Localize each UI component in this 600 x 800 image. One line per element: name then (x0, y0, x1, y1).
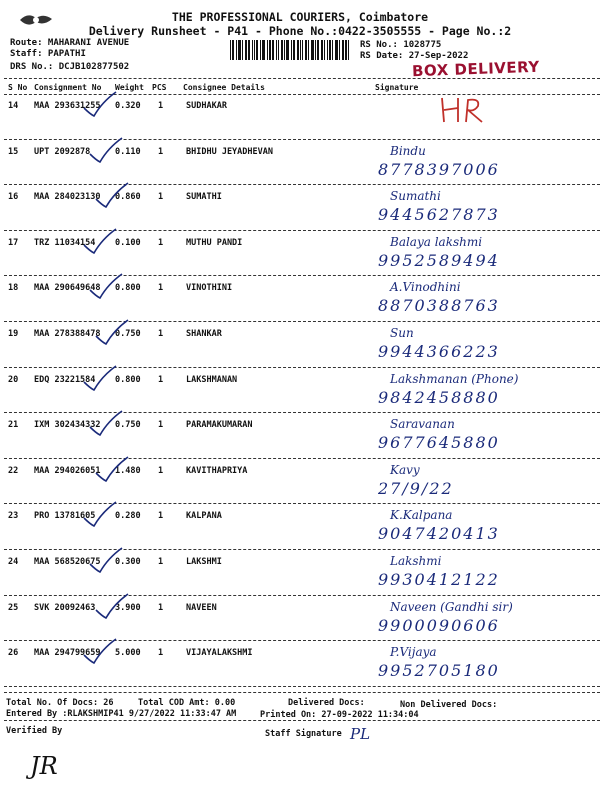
check-mark-icon (86, 546, 126, 576)
row-consignee-name: VINOTHINI (186, 283, 233, 294)
row-sno: 16 (8, 192, 19, 203)
row-phone: 9930412122 (378, 570, 500, 589)
row-weight: 5.000 (115, 648, 141, 659)
check-mark-icon (86, 409, 126, 439)
row-weight: 1.480 (115, 465, 141, 476)
rs-date: RS Date: 27-Sep-2022 (360, 51, 469, 61)
row-consignment-no: PRO 13781605 (34, 511, 96, 522)
row-weight: 0.800 (115, 374, 141, 385)
row-pcs: 1 (158, 557, 164, 567)
row-pcs: 1 (158, 511, 164, 522)
row-pcs: 1 (158, 146, 164, 157)
row-signature: A.Vinodhini (390, 280, 461, 295)
total-docs: Total No. Of Docs: 26 (6, 698, 114, 708)
row-phone: 9842458880 (378, 387, 500, 407)
row-signature: Saravanan (390, 417, 455, 432)
row-pcs: 1 (158, 283, 164, 294)
row-consignment-no: MAA 294799659 (34, 648, 101, 659)
row-pcs: 1 (158, 465, 164, 476)
check-mark-icon (92, 455, 132, 485)
row-signature: Balaya lakshmi (390, 234, 483, 249)
printed-on: Printed On: 27-09-2022 11:34:04 (260, 710, 419, 720)
row-sno: 23 (8, 511, 19, 522)
row-signature: Naveen (Gandhi sir) (390, 599, 513, 614)
runsheet-title: Delivery Runsheet - P41 - Phone No.:0422-3505555 - Page No.:2 (88, 24, 512, 38)
row-consignee-name: BHIDHU JEYADHEVAN (186, 146, 273, 157)
row-sno: 20 (8, 374, 19, 385)
row-consignment-no: UPT 2092878 (34, 146, 91, 157)
check-mark-icon (92, 318, 132, 348)
row-consignee-name: PARAMAKUMARAN (186, 420, 253, 431)
row-phone: 8870388763 (378, 296, 500, 316)
row-consignment-no: MAA 284023130 (34, 192, 101, 203)
row-phone: 9677645880 (378, 433, 500, 453)
row-consignee-name: KAVITHAPRIYA (186, 465, 248, 476)
row-consignment-no: MAA 293631255 (34, 101, 101, 111)
staff-label: Staff: PAPATHI (10, 49, 86, 59)
rs-number: RS No.: 1028775 (360, 40, 442, 50)
check-mark-icon (92, 592, 132, 622)
row-sno: 22 (8, 465, 19, 476)
row-phone: 9900090606 (378, 615, 500, 635)
row-consignment-no: MAA 294026051 (34, 465, 101, 476)
row-phone: 27/9/22 (378, 478, 454, 498)
divider (4, 720, 600, 721)
row-consignee-name: LAKSHMI (186, 557, 222, 567)
row-weight: 0.320 (115, 101, 141, 111)
row-sno: 17 (8, 237, 19, 248)
non-delivered-docs: Non Delivered Docs: (400, 700, 498, 710)
divider (4, 692, 600, 693)
row-phone: 8778397006 (378, 159, 500, 179)
staff-signature-label: Staff Signature (265, 729, 342, 739)
row-pcs: 1 (158, 374, 164, 385)
row-signature: Kavy (390, 462, 420, 477)
row-sno: 21 (8, 420, 19, 431)
check-mark-icon (86, 136, 126, 166)
row-weight: 0.300 (115, 557, 141, 567)
red-ink-mark (436, 94, 496, 126)
check-mark-icon (80, 227, 120, 257)
row-sno: 15 (8, 146, 19, 157)
staff-initials: PL (350, 725, 371, 743)
row-consignment-no: EDQ 23221584 (34, 374, 96, 385)
row-weight: 0.750 (115, 420, 141, 431)
row-pcs: 1 (158, 602, 164, 613)
check-mark-icon (80, 364, 120, 394)
check-mark-icon (80, 637, 120, 667)
row-signature: P.Vijaya (390, 645, 437, 660)
row-sno: 14 (8, 101, 19, 111)
row-consignment-no: SVK 20092463 (34, 602, 96, 613)
row-weight: 0.750 (115, 329, 141, 339)
row-sno: 19 (8, 329, 19, 339)
col-consignee: Consignee Details (183, 83, 265, 92)
row-consignment-no: TRZ 11034154 (34, 237, 96, 248)
row-sno: 24 (8, 557, 19, 567)
row-signature: Sumathi (390, 189, 441, 204)
col-sno: S No (8, 83, 28, 92)
row-phone: 9445627873 (378, 205, 500, 225)
row-pcs: 1 (158, 420, 164, 431)
row-sno: 18 (8, 283, 19, 294)
row-phone: 9047420413 (378, 524, 500, 544)
row-signature: Bindu (390, 143, 426, 158)
row-pcs: 1 (158, 329, 164, 339)
row-consignee-name: SUMATHI (186, 192, 222, 203)
company-title: THE PROFESSIONAL COURIERS, Coimbatore (171, 10, 429, 24)
row-phone: 9944366223 (378, 342, 500, 361)
row-phone: 9952589494 (378, 250, 500, 270)
col-weight: Weight (115, 83, 144, 92)
col-signature: Signature (375, 83, 419, 92)
row-consignee-name: SHANKAR (186, 329, 222, 339)
barcode-icon (230, 40, 352, 60)
row-weight: 0.280 (115, 511, 141, 522)
row-consignee-name: VIJAYALAKSHMI (186, 648, 253, 659)
row-consignment-no: IXM 302434332 (34, 420, 101, 431)
row-consignment-no: MAA 568520675 (34, 557, 101, 567)
col-consignment: Consignment No (34, 83, 102, 92)
row-weight: 0.100 (115, 237, 141, 248)
row-consignee-name: KALPANA (186, 511, 222, 522)
check-mark-icon (80, 90, 120, 120)
verified-by: Verified By (6, 726, 63, 736)
divider (4, 686, 600, 687)
row-consignment-no: MAA 278388478 (34, 329, 101, 339)
row-pcs: 1 (158, 192, 164, 203)
col-pcs: PCS (152, 83, 167, 92)
row-weight: 0.800 (115, 283, 141, 294)
row-phone: 9952705180 (378, 661, 500, 681)
row-consignment-no: MAA 290649648 (34, 283, 101, 294)
row-consignee-name: MUTHU PANDI (186, 237, 243, 248)
check-mark-icon (86, 272, 126, 302)
row-pcs: 1 (158, 237, 164, 248)
check-mark-icon (92, 181, 132, 211)
entered-by: Entered By :RLAKSHMIP41 9/27/2022 11:33:47 AM (6, 709, 237, 719)
row-sno: 25 (8, 602, 19, 613)
row-signature: Lakshmanan (Phone) (390, 371, 519, 386)
row-pcs: 1 (158, 648, 164, 659)
drs-number: DRS No.: DCJB102877502 (10, 62, 130, 72)
row-pcs: 1 (158, 101, 164, 111)
row-signature: K.Kalpana (390, 508, 453, 523)
row-weight: 0.860 (115, 192, 141, 203)
row-weight: 0.110 (115, 146, 141, 157)
row-consignee-name: SUDHAKAR (186, 101, 227, 111)
check-mark-icon (80, 500, 120, 530)
divider (4, 78, 600, 79)
row-signature: Lakshmi (390, 554, 442, 568)
verifier-initials: JR (30, 752, 58, 780)
row-signature: Sun (390, 326, 414, 340)
total-cod: Total COD Amt: 0.00 (138, 698, 236, 708)
row-consignee-name: NAVEEN (186, 602, 217, 613)
delivered-docs: Delivered Docs: (288, 698, 365, 708)
row-consignee-name: LAKSHMANAN (186, 374, 238, 385)
row-weight: 3.900 (115, 602, 141, 613)
route-label: Route: MAHARANI AVENUE (10, 38, 130, 48)
box-delivery-stamp: BOX DELIVERY (411, 57, 541, 81)
row-sno: 26 (8, 648, 19, 659)
